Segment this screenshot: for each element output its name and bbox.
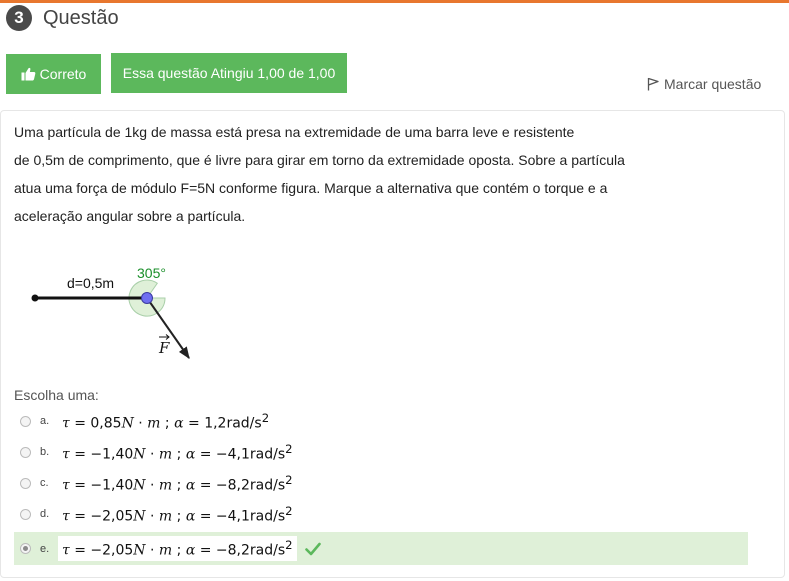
option-letter: a.: [40, 415, 50, 427]
grade-badge: Essa questão Atingiu 1,00 de 1,00: [111, 53, 347, 93]
answer-option-d[interactable]: [14, 499, 297, 529]
question-title: Questão: [43, 6, 119, 29]
pivot-point: [32, 295, 39, 302]
option-radio[interactable]: [20, 509, 31, 520]
option-formula: τ = −2,05N · m ; $\alpha = -4,1rad/s^2$: [62, 503, 293, 525]
thumbs-up-icon: [21, 67, 36, 81]
question-header: [6, 4, 119, 32]
check-icon: [305, 542, 321, 556]
question-text-line: de 0,5m de comprimento, que é livre para girar em torno da extremidade oposta. Sobre a partícula: [14, 152, 625, 168]
option-radio[interactable]: [20, 416, 31, 427]
option-formula: τ = −1,40N · m ; $\alpha = -4,1rad/s^2$: [62, 441, 293, 463]
physics-figure: [20, 258, 220, 373]
choose-label: Escolha uma:: [14, 387, 99, 403]
top-accent-line: [0, 0, 789, 3]
option-formula: τ = −1,40N · m ; $\alpha = -8,2rad/s^2$: [62, 472, 293, 494]
option-formula: τ = 0,85N · m ; $\alpha = 1,2rad/s^2$: [62, 410, 270, 432]
option-letter: b.: [40, 446, 50, 458]
flag-icon: [647, 77, 659, 91]
question-text-line: Uma partícula de 1kg de massa está presa na extremidade de uma barra leve e resistente: [14, 124, 575, 140]
question-number: 3: [6, 5, 32, 31]
option-letter: e.: [40, 542, 50, 555]
option-radio[interactable]: [20, 447, 31, 458]
question-text-line: atua uma força de módulo F=5N conforme figura. Marque a alternativa que contém o torque e a: [14, 180, 608, 196]
flag-label: Marcar questão: [664, 76, 762, 92]
figure-diagram: [20, 258, 220, 368]
particle: [142, 293, 153, 304]
option-letter: d.: [40, 508, 50, 520]
correct-label: Correto: [39, 66, 87, 82]
question-text-line: aceleração angular sobre a partícula.: [14, 208, 246, 224]
answer-option-c[interactable]: [14, 468, 297, 498]
angle-label: 305°: [137, 265, 166, 281]
answer-option-e[interactable]: [14, 532, 748, 565]
option-radio[interactable]: [20, 478, 31, 489]
answer-option-a[interactable]: [14, 406, 273, 436]
answer-option-b[interactable]: [14, 437, 297, 467]
question-text: [14, 118, 654, 230]
flag-question-link[interactable]: [647, 76, 761, 92]
option-letter: c.: [40, 477, 49, 489]
option-radio-selected[interactable]: [20, 543, 31, 554]
force-label: F: [159, 339, 170, 357]
correct-status-badge: [6, 54, 101, 94]
distance-label: d=0,5m: [67, 275, 115, 291]
option-formula: τ = −2,05N · m ; $\alpha = -8,2rad/s^2$: [58, 536, 297, 561]
